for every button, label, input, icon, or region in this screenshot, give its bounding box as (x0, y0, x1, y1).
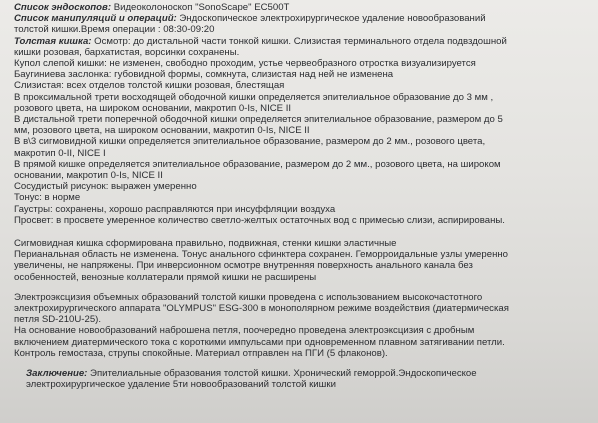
line-text: В проксимальной трети восходящей ободочной кишки определяется эпителиальное образование до 3 мм , (14, 91, 494, 103)
line-text: электрохирургического аппарата "OLYMPUS" ESG-300 в монополярном режиме воздействия (диатермическая (14, 303, 509, 315)
line-text: мм, розового цвета, на широком основании, макротип 0-Is, NICE II (14, 125, 310, 137)
line-text: Эндоскопическое электрохирургическое удаление новообразований (176, 13, 486, 25)
line-text: увеличены, не напряжены. При инверсионном осмотре внутренняя поверхность анального канала без (14, 260, 473, 272)
report-line (14, 272, 594, 283)
report-line (14, 337, 594, 348)
line-text: В дистальной трети поперечной ободочной кишки определяется эпителиальное образование, размером до 5 (14, 114, 503, 126)
report-line (14, 170, 594, 181)
line-text: толстой кишки.Время операции : 08:30-09:20 (14, 24, 215, 36)
line-text: В прямой кишке определяется эпителиальное образование, размером до 2 мм., розового цвета, на широком (14, 158, 501, 170)
line-text: Перианальная область не изменена. Тонус анального сфинктера сохранен. Геморроидальные узлы умеренно (14, 249, 508, 261)
paragraph-gap (14, 359, 594, 368)
line-text: электрохирургическое удаление 5ти новообразований толстой кишки (26, 379, 336, 391)
line-text: особенностей, венозные коллатерали прямой кишки не расширены (14, 271, 317, 283)
section-label: Заключение: (26, 368, 88, 380)
line-text: Просвет: в просвете умеренное количество светло-желтых остаточных вод с примесью слизи, аспирированы. (14, 214, 505, 226)
report-line (14, 103, 594, 114)
report-line (14, 292, 594, 303)
line-text: основании, макротип 0-Is, NICE II (14, 170, 163, 182)
report-line (14, 249, 594, 260)
report-line (14, 303, 594, 314)
report-line (14, 379, 594, 390)
report-line (14, 136, 594, 147)
report-line (14, 36, 594, 47)
report-line (14, 181, 594, 192)
line-text: Осмотр: до дистальной части тонкой кишки. Слизистая терминального отдела подвздошной (91, 35, 507, 47)
line-text: Сигмовидная кишка сформирована правильно, подвижная, стенки кишки эластичные (14, 238, 397, 250)
paragraph-gap (14, 226, 594, 238)
line-text: В в\3 сигмовидной кишки определяется эпителиальное образование, размером до 2 мм., розового цвета, (14, 136, 486, 148)
report-line (14, 80, 594, 91)
report-line (14, 260, 594, 271)
line-text: Гаустры: сохранены, хорошо расправляются при инсуффляции воздуха (14, 203, 336, 215)
line-text: Баугиниева заслонка: губовидной формы, сомкнута, слизистая над ней не изменена (14, 69, 394, 81)
line-text: макротип 0-II, NICE I (14, 147, 106, 159)
line-text: включением диатермического тока с короткими импульсами при одновременном плавном затягивании петли. (14, 336, 505, 348)
section-label: Список эндоскопов: (14, 2, 112, 13)
line-text: Эпителиальные образования толстой кишки. Хронический геморрой.Эндоскопическое (87, 368, 477, 380)
report-line (14, 325, 594, 336)
line-text: На основание новообразований наброшена петля, поочередно проведена электроэксцизия с дробным (14, 325, 475, 337)
report-line (14, 13, 594, 24)
paragraph-gap (14, 283, 594, 292)
line-text: Купол слепой кишки: не изменен, свободно проходим, устье червеобразного отростка визуализируется (14, 58, 476, 70)
report-line (14, 348, 594, 359)
line-text: Сосудистый рисунок: выражен умеренно (14, 181, 197, 193)
line-text: кишки розовая, бархатистая, ворсинки сохранены. (14, 46, 240, 58)
line-text: Тонус: в норме (14, 192, 81, 204)
report-line (14, 238, 594, 249)
report-line (14, 215, 594, 226)
line-text: Видеоколоноскоп "SonoScape" EC500T (111, 2, 290, 13)
report-line (14, 2, 594, 13)
report-line (14, 69, 594, 80)
report-line (14, 148, 594, 159)
report-line (14, 47, 594, 58)
report-line (14, 192, 594, 203)
report-line (14, 159, 594, 170)
report-line (14, 24, 594, 35)
report-line (14, 314, 594, 325)
line-text: Электроэксцизия объемных образований толстой кишки проведена с использованием высокочастотного (14, 291, 483, 303)
report-line (14, 58, 594, 69)
report-line (14, 368, 594, 379)
report-line (14, 92, 594, 103)
line-text: петля SD-210U-25). (14, 314, 102, 326)
line-text: Контроль гемостаза, струпы спокойные. Материал отправлен на ПГИ (5 флаконов). (14, 347, 388, 359)
line-text: Слизистая: всех отделов толстой кишки розовая, блестящая (14, 80, 285, 92)
report-line (14, 125, 594, 136)
section-label: Толстая кишка: (14, 35, 92, 47)
report-line (14, 114, 594, 125)
report-line (14, 204, 594, 215)
section-label: Список манипуляций и операций: (14, 13, 177, 25)
line-text: розового цвета, на широком основании, макротип 0-Is, NICE II (14, 102, 292, 114)
